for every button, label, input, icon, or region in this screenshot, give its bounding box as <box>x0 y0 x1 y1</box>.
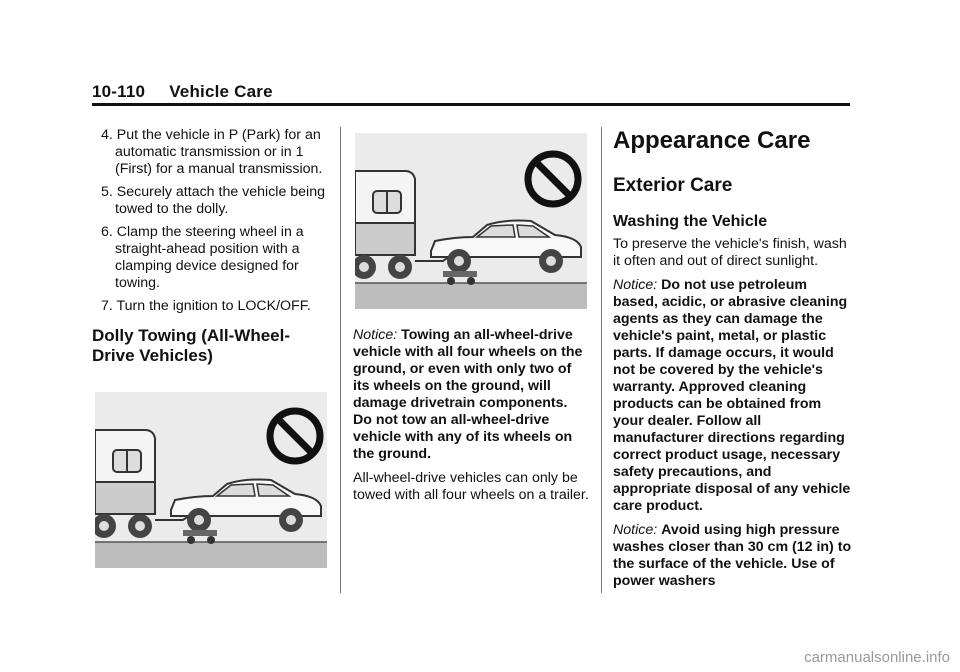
washing-paragraph: To preserve the vehicle's finish, wash it often and out of direct sunlight. <box>613 236 847 269</box>
column-right <box>613 127 853 597</box>
no-towing-illustration <box>95 392 327 568</box>
header-rule <box>92 103 850 106</box>
step-7: 7. Turn the ignition to LOCK/OFF. <box>101 298 311 314</box>
column-divider <box>601 127 602 593</box>
dolly-towing-illustration <box>95 392 327 568</box>
awd-towing-illustration <box>355 133 587 309</box>
washing-heading: Washing the Vehicle <box>613 213 768 230</box>
step-6: 6. Clamp the steering wheel in a straight-ahead position with a clamping device designed for towing. <box>101 224 304 291</box>
step-list <box>92 127 330 315</box>
notice-label: Notice: <box>613 522 658 538</box>
step-4: 4. Put the vehicle in P (Park) for an automatic transmission or in 1 (First) for a manual transmission. <box>101 127 323 177</box>
section-title: Vehicle Care <box>169 82 273 101</box>
dolly-towing-heading: Dolly Towing (All-Wheel-Drive Vehicles) <box>92 326 290 365</box>
awd-paragraph: All-wheel-drive vehicles can only be towed with all four wheels on a trailer. <box>353 470 589 503</box>
cleaning-notice <box>613 277 853 515</box>
column-left <box>92 127 330 366</box>
pressure-wash-notice <box>613 522 853 590</box>
column-divider <box>340 127 341 593</box>
page-number: 10-110 <box>92 82 146 101</box>
notice-text: Do not use petroleum based, acidic, or abrasive cleaning agents as they can damage the vehicle's paint, metal, or plastic parts. If damage occurs, it would not be covered by the vehicle's warranty. Approved cleaning products can be obtained from your dealer. Follow all manufacturer directions regarding correct product usage, necessary safety precautions, and appropriate disposal of any vehicle care product. <box>613 277 851 514</box>
notice-text: Avoid using high pressure washes closer than 30 cm (12 in) to the surface of the vehicle. Use of power washers <box>613 522 852 589</box>
no-towing-illustration <box>355 133 587 309</box>
appearance-care-heading: Appearance Care <box>613 127 811 154</box>
page-header <box>92 82 850 102</box>
watermark: carmanualsonline.info <box>804 649 950 666</box>
awd-notice <box>353 327 590 463</box>
notice-label: Notice: <box>353 327 398 343</box>
notice-text: Towing an all-wheel-drive vehicle with all four wheels on the ground, or even with only two of its wheels on the ground, will damage drivetrain components. Do not tow an all-wheel-drive vehicle with any of its wheels on the ground. <box>353 327 583 462</box>
notice-label: Notice: <box>613 277 658 293</box>
step-5: 5. Securely attach the vehicle being towed to the dolly. <box>101 184 325 217</box>
exterior-care-heading: Exterior Care <box>613 175 733 196</box>
column-middle <box>353 327 590 511</box>
